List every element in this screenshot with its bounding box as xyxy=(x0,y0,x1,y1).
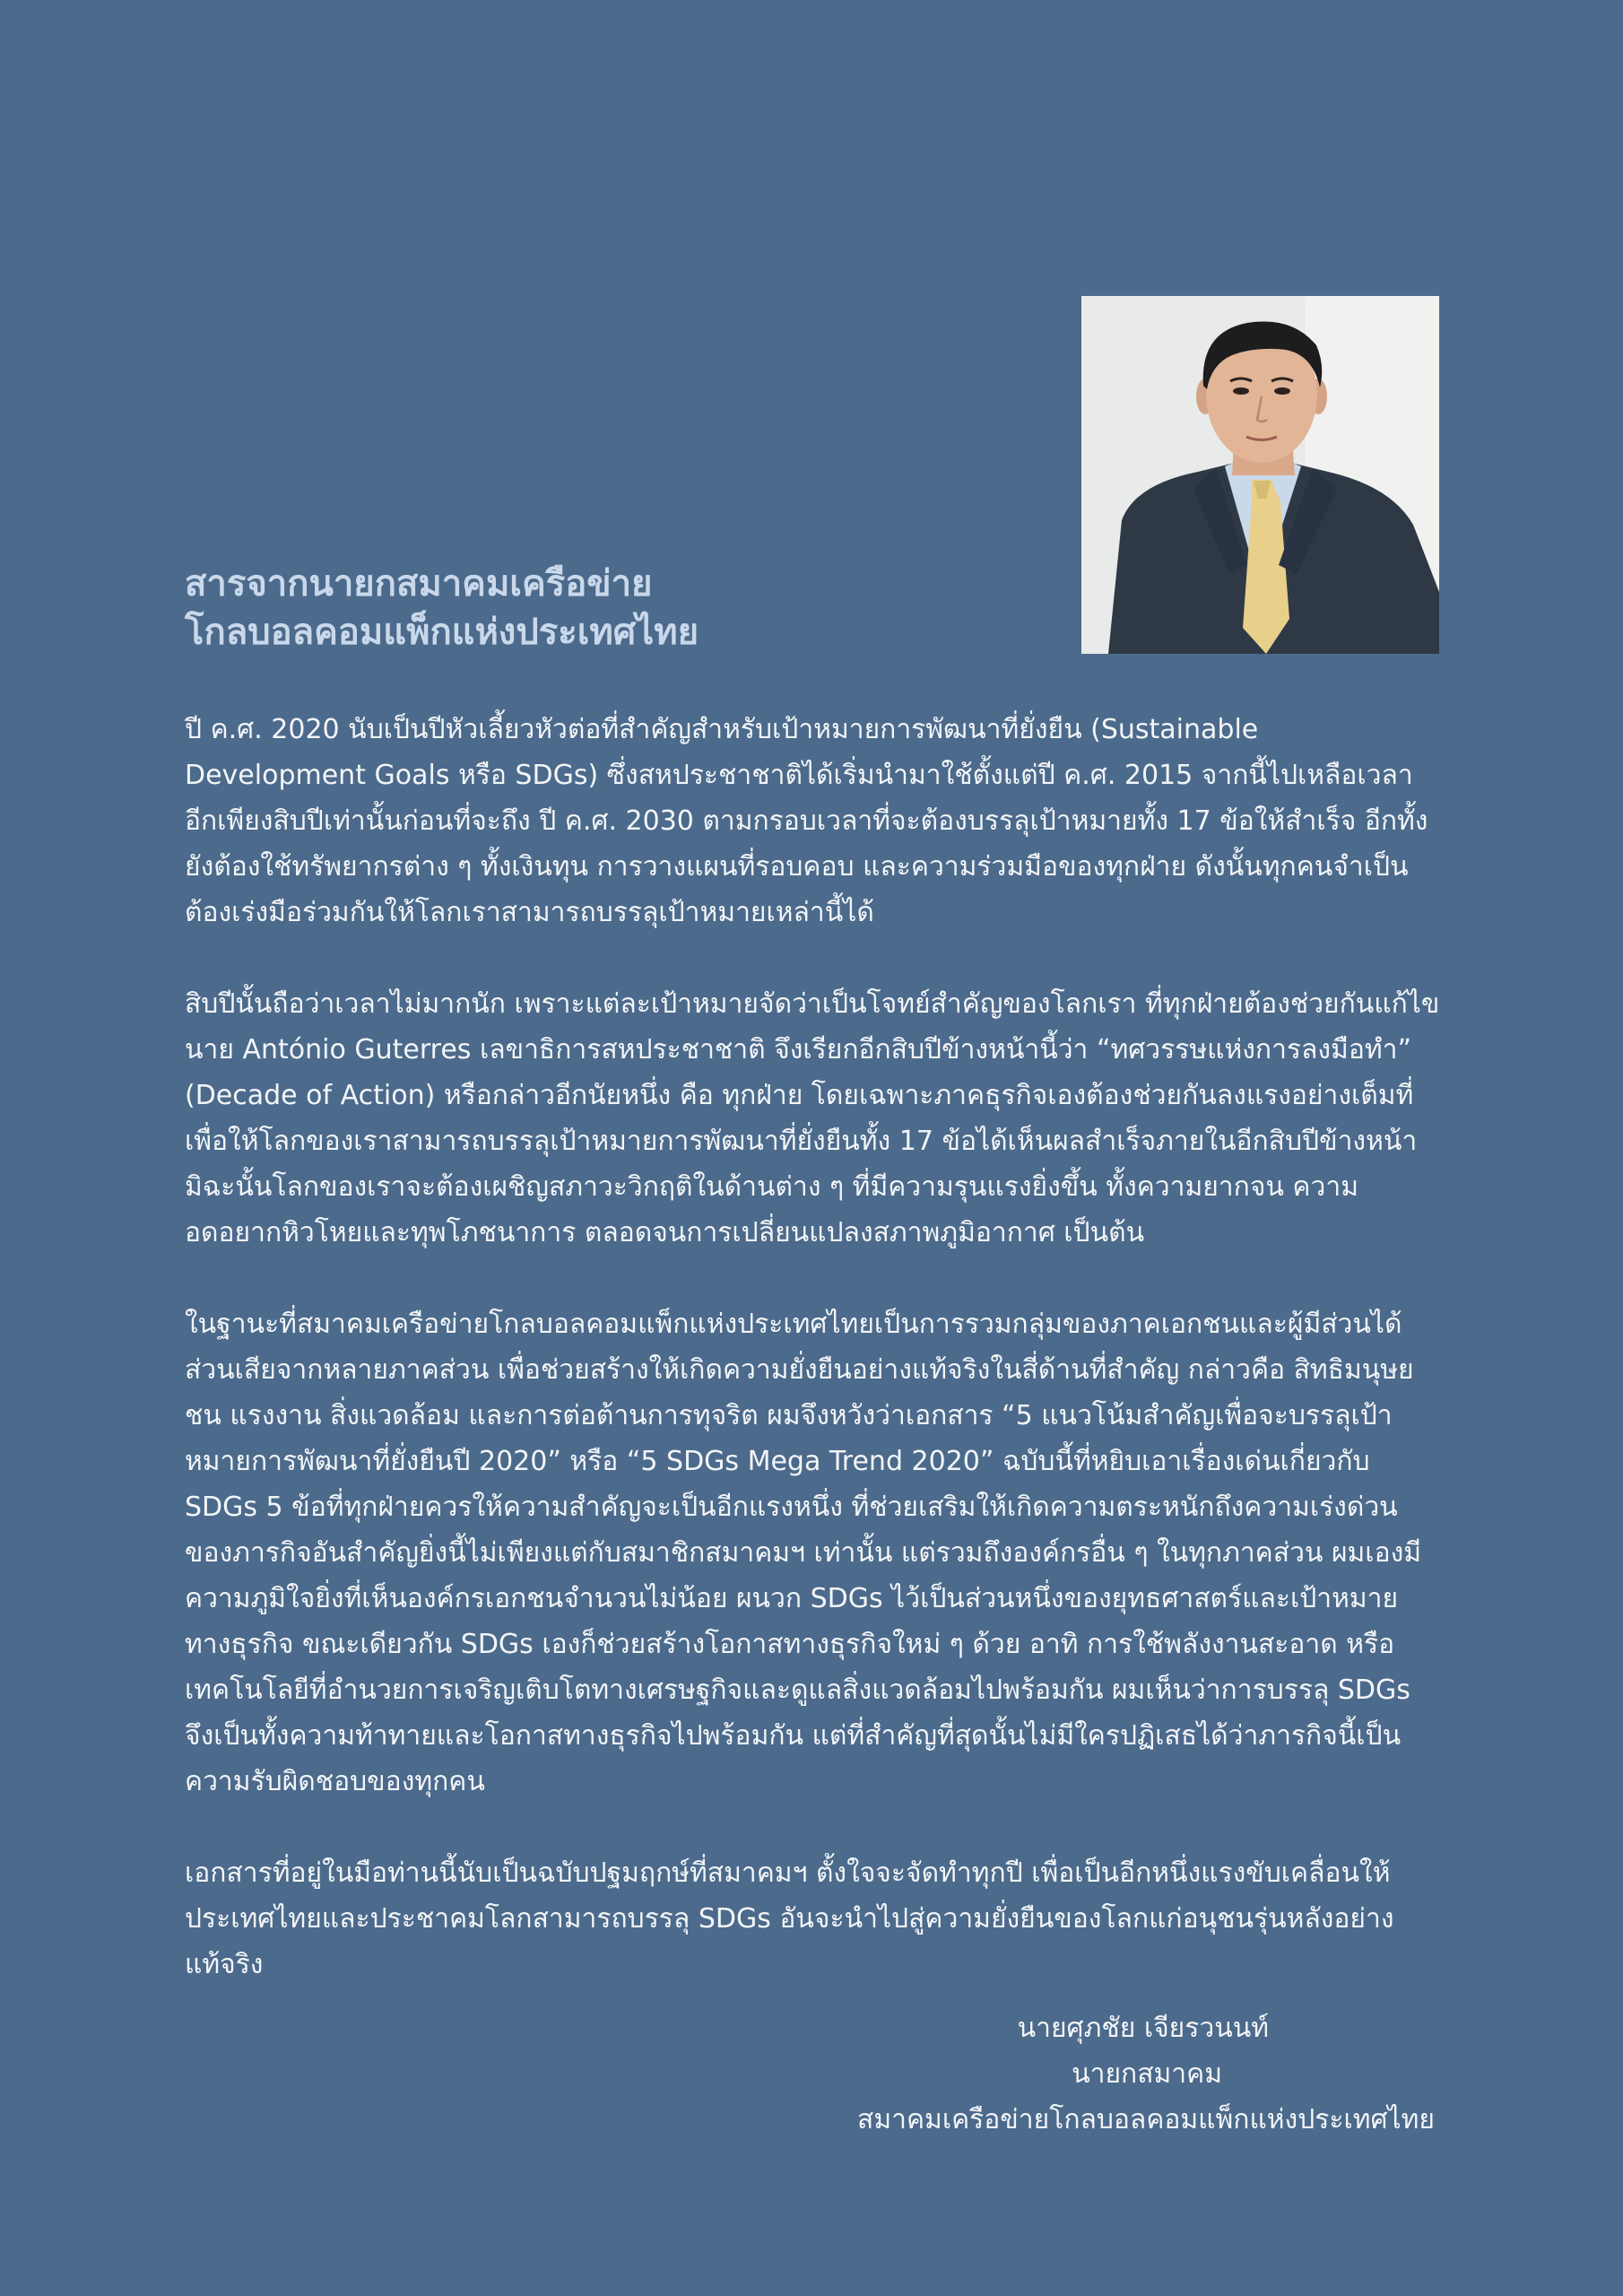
title-line-2: โกลบอลคอมแพ็กแห่งประเทศไทย xyxy=(185,612,699,653)
letter-body xyxy=(185,707,1440,2033)
paragraph-4: เอกสารที่อยู่ในมือท่านนี้นับเป็นฉบับปฐมฤกษ์ที่สมาคมฯ ตั้งใจจะจัดทำทุกปี เพื่อเป็นอีกหนึ่งแรงขับเคลื่อนให้ประเทศไทยและประชาคมโลกสามารถบรรลุ SDGs อันจะนำไปสู่ความยั่งยืนของโลกแก่อนุชนรุ่นหลังอย่างแท้จริง xyxy=(185,1857,1394,1980)
paragraph-2: สิบปีนั้นถือว่าเวลาไม่มากนัก เพราะแต่ละเป้าหมายจัดว่าเป็นโจทย์สำคัญของโลกเรา ที่ทุกฝ่ายต้องช่วยกันแก้ไข นาย António Guterres เลขาธิการสหประชาชาติ จึงเรียกอีกสิบปีข้างหน้านี้ว่า “ทศวรรษแห่งการลงมือทำ” (Decade of Action) หรือกล่าวอีกนัยหนึ่ง คือ ทุกฝ่าย โดยเฉพาะภาคธุรกิจเองต้องช่วยกันลงแรงอย่างเต็มที่เพื่อให้โลกของเราสามารถบรรลุเป้าหมายการพัฒนาที่ยั่งยืนทั้ง 17 ข้อได้เห็นผลสำเร็จภายในอีกสิบปีข้างหน้า มิฉะนั้นโลกของเราจะต้องเผชิญสภาวะวิกฤติในด้านต่าง ๆ ที่มีความรุนแรงยิ่งขึ้น ทั้งความยากจน ความอดอยากหิวโหยและทุพโภชนาการ ตลอดจนการเปลี่ยนแปลงสภาพภูมิอากาศ เป็นต้น xyxy=(185,988,1440,1248)
signature-block xyxy=(628,2005,1435,2143)
signatory-role: นายกสมาคม xyxy=(1072,2058,1222,2090)
page-title xyxy=(185,560,992,657)
portrait-photo xyxy=(1081,296,1439,654)
title-line-1: สารจากนายกสมาคมเครือข่าย xyxy=(185,563,653,604)
signatory-organization: สมาคมเครือข่ายโกลบอลคอมแพ็กแห่งประเทศไทย xyxy=(857,2104,1435,2135)
paragraph-1: ปี ค.ศ. 2020 นับเป็นปีหัวเลี้ยวหัวต่อที่สำคัญสำหรับเป้าหมายการพัฒนาที่ยั่งยืน (Sustainable Development Goals หรือ SDGs) ซึ่งสหประชาชาติได้เริ่มนำมาใช้ตั้งแต่ปี ค.ศ. 2015 จากนี้ไปเหลือเวลาอีกเพียงสิบปีเท่านั้นก่อนที่จะถึง ปี ค.ศ. 2030 ตามกรอบเวลาที่จะต้องบรรลุเป้าหมายทั้ง 17 ข้อให้สำเร็จ อีกทั้งยังต้องใช้ทรัพยากรต่าง ๆ ทั้งเงินทุน การวางแผนที่รอบคอบ และความร่วมมือของทุกฝ่าย ดังนั้นทุกคนจำเป็นต้องเร่งมือร่วมกันให้โลกเราสามารถบรรลุเป้าหมายเหล่านี้ได้ xyxy=(185,714,1428,928)
person-portrait-icon xyxy=(1081,296,1439,654)
paragraph-3: ในฐานะที่สมาคมเครือข่ายโกลบอลคอมแพ็กแห่งประเทศไทยเป็นการรวมกลุ่มของภาคเอกชนและผู้มีส่วนได้ส่วนเสียจากหลายภาคส่วน เพื่อช่วยสร้างให้เกิดความยั่งยืนอย่างแท้จริงในสี่ด้านที่สำคัญ กล่าวคือ สิทธิมนุษยชน แรงงาน สิ่งแวดล้อม และการต่อต้านการทุจริต ผมจึงหวังว่าเอกสาร “5 แนวโน้มสำคัญเพื่อจะบรรลุเป้าหมายการพัฒนาที่ยั่งยืนปี 2020” หรือ “5 SDGs Mega Trend 2020” ฉบับนี้ที่หยิบเอาเรื่องเด่นเกี่ยวกับ SDGs 5 ข้อที่ทุกฝ่ายควรให้ความสำคัญจะเป็นอีกแรงหนึ่ง ที่ช่วยเสริมให้เกิดความตระหนักถึงความเร่งด่วนของภารกิจอันสำคัญยิ่งนี้ไม่เพียงแต่กับสมาชิกสมาคมฯ เท่านั้น แต่รวมถึงองค์กรอื่น ๆ ในทุกภาคส่วน ผมเองมีความภูมิใจยิ่งที่เห็นองค์กรเอกชนจำนวนไม่น้อย ผนวก SDGs ไว้เป็นส่วนหนึ่งของยุทธศาสตร์และเป้าหมายทางธุรกิจ ขณะเดียวกัน SDGs เองก็ช่วยสร้างโอกาสทางธุรกิจใหม่ ๆ ด้วย อาทิ การใช้พลังงานสะอาด หรือเทคโนโลยีที่อำนวยการเจริญเติบโตทางเศรษฐกิจและดูแลสิ่งแวดล้อมไปพร้อมกัน ผมเห็นว่าการบรรลุ SDGs จึงเป็นทั้งความท้าทายและโอกาสทางธุรกิจไปพร้อมกัน แต่ที่สำคัญที่สุดนั้นไม่มีใครปฏิเสธได้ว่าภารกิจนี้เป็นความรับผิดชอบของทุกคน xyxy=(185,1309,1422,1797)
signatory-name: นายศุภชัย เจียรวนนท์ xyxy=(1017,2013,1269,2044)
